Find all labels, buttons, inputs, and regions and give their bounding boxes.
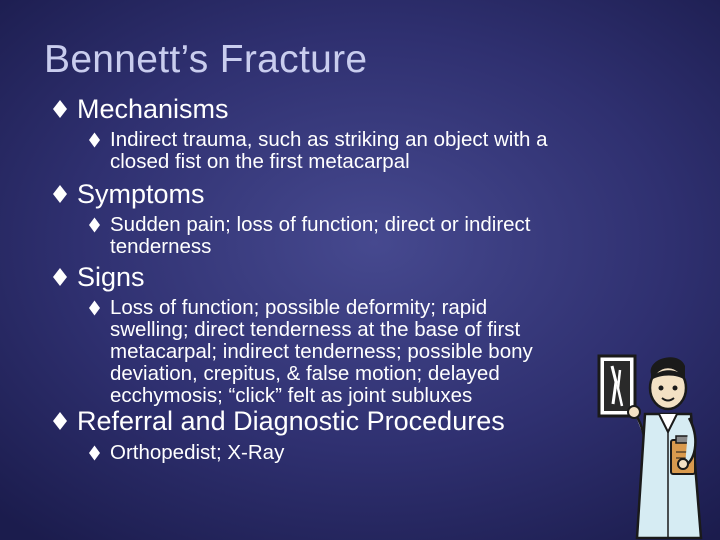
bullet-mechanisms: [52, 95, 229, 123]
diamond-bullet-icon: [88, 131, 101, 149]
diamond-bullet-icon: [52, 266, 68, 288]
diamond-bullet-icon: [52, 410, 68, 432]
sub-bullet-symptoms: [88, 214, 531, 258]
section-heading: Signs: [77, 262, 145, 292]
diamond-bullet-icon: [88, 299, 101, 317]
diamond-bullet-icon: [88, 216, 101, 234]
section-heading: Mechanisms: [77, 94, 229, 124]
diamond-bullet-icon: [88, 444, 101, 462]
doctor-xray-illustration: [585, 340, 715, 540]
bullet-symptoms: [52, 180, 205, 208]
diamond-bullet-icon: [52, 183, 68, 205]
bullet-text: Sudden pain; loss of function; direct or indirect tenderness: [110, 213, 531, 258]
bullet-text: Indirect trauma, such as striking an object with a closed fist on the first metacarpal: [110, 128, 548, 173]
doctor-head: [650, 357, 686, 409]
slide-title: Bennett’s Fracture: [44, 38, 368, 81]
sub-bullet-signs: [88, 297, 533, 407]
sub-bullet-mechanisms: [88, 129, 548, 173]
bullet-text: Orthopedist; X-Ray: [110, 441, 285, 464]
section-heading: Referral and Diagnostic Procedures: [77, 406, 505, 436]
diamond-bullet-icon: [52, 98, 68, 120]
bullet-referral: [52, 407, 505, 435]
bullet-signs: [52, 263, 145, 291]
bullet-text: Loss of function; possible deformity; rapid swelling; direct tenderness at the base of first metacarpal; indirect tenderness; possible bony deviation, crepitus, & false motion; delayed ecchymosis; “click” felt as joint subluxes: [110, 296, 533, 407]
section-heading: Symptoms: [77, 179, 205, 209]
sub-bullet-referral: [88, 442, 284, 464]
